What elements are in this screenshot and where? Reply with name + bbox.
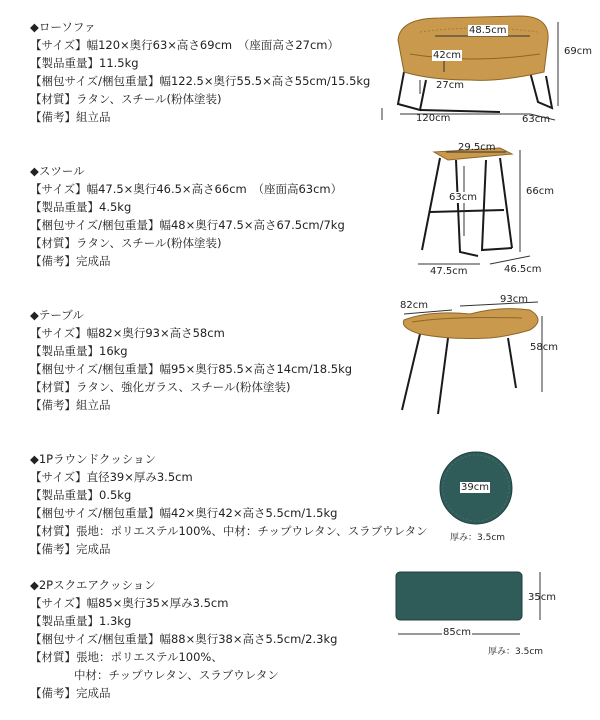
spec-line: 【製品重量】4.5kg: [30, 200, 132, 214]
sofa-figure: [380, 10, 600, 135]
round-cushion-image: [432, 446, 552, 536]
dim-width: 85cm: [443, 627, 471, 638]
dim-back-width: 48.5cm: [469, 25, 507, 36]
spec-line: 【備考】完成品: [30, 254, 111, 268]
table-image: [390, 292, 600, 422]
dim-depth: 63cm: [522, 114, 550, 125]
product-title: ◆ローソファ: [30, 20, 96, 34]
square-cushion-image: [390, 564, 600, 644]
spec-line: 【サイズ】幅85×奥行35×厚み3.5cm: [30, 596, 229, 610]
spec-line: 【梱包サイズ/梱包重量】幅95×奥行85.5×高さ14cm/18.5kg: [30, 362, 353, 376]
spec-line: 【梱包サイズ/梱包重量】幅48×奥行47.5×高さ67.5cm/7kg: [30, 218, 345, 232]
dim-thickness: 厚み：3.5cm: [488, 647, 544, 657]
spec-line: 【サイズ】幅120×奥行63×高さ69cm （座面高さ27cm）: [30, 38, 339, 52]
dim-width: 47.5cm: [430, 266, 468, 277]
product-title: ◆スツール: [30, 164, 85, 178]
product-title: ◆テーブル: [30, 308, 84, 322]
spec-line: 【製品重量】11.5kg: [30, 56, 139, 70]
square-cushion-figure: [390, 564, 600, 664]
spec-line: 【製品重量】0.5kg: [30, 488, 132, 502]
stool-image: [400, 140, 600, 280]
dim-width: 82cm: [400, 300, 428, 311]
product-title: ◆2Pスクエアクッション: [30, 578, 156, 592]
spec-line: 【梱包サイズ/梱包重量】幅88×奥行38×高さ5.5cm/2.3kg: [30, 632, 338, 646]
stool-figure: [400, 140, 600, 280]
dim-thickness: 厚み：3.5cm: [450, 533, 506, 543]
spec-line: 【梱包サイズ/梱包重量】幅42×奥行42×高さ5.5cm/1.5kg: [30, 506, 338, 520]
spec-line: 【梱包サイズ/梱包重量】幅122.5×奥行55.5×高さ55cm/15.5kg: [30, 74, 371, 88]
spec-stool: [30, 162, 410, 270]
dim-height: 58cm: [530, 342, 558, 353]
dim-depth: 46.5cm: [504, 264, 542, 275]
dim-width: 120cm: [416, 113, 451, 124]
dim-seat-height: 27cm: [436, 80, 464, 91]
dim-seat-width: 29.5cm: [458, 142, 496, 153]
spec-line: 【備考】完成品: [30, 686, 111, 700]
spec-low-sofa: [30, 18, 410, 126]
spec-line: 【材質】ラタン、スチール(粉体塗装): [30, 236, 222, 250]
spec-line: 【材質】張地：ポリエステル100%、: [30, 650, 223, 664]
round-cushion-figure: [432, 446, 552, 546]
dim-height: 66cm: [526, 186, 554, 197]
spec-line: 【材質】ラタン、強化ガラス、スチール(粉体塗装): [30, 380, 291, 394]
table-figure: [390, 292, 600, 422]
spec-line: 【備考】組立品: [30, 110, 111, 124]
spec-line: 【サイズ】幅82×奥行93×高さ58cm: [30, 326, 225, 340]
dim-depth: 93cm: [500, 294, 528, 305]
spec-square-cushion: [30, 576, 410, 702]
spec-line: 【材質】張地：ポリエステル100%、中材：チップウレタン、スラブウレタン: [30, 524, 428, 538]
spec-line: 【製品重量】1.3kg: [30, 614, 132, 628]
spec-line: 【備考】組立品: [30, 398, 111, 412]
spec-table: [30, 306, 410, 414]
product-title: ◆1Pラウンドクッション: [30, 452, 157, 466]
spec-line: 【サイズ】直径39×厚み3.5cm: [30, 470, 193, 484]
spec-line: 【製品重量】16kg: [30, 344, 128, 358]
spec-line: 【サイズ】幅47.5×奥行46.5×高さ66cm （座面高63cm）: [30, 182, 343, 196]
dim-seat-depth: 42cm: [433, 50, 461, 61]
spec-line: 【備考】完成品: [30, 542, 111, 556]
spec-round-cushion: [30, 450, 428, 558]
dim-diameter: 39cm: [461, 482, 489, 493]
spec-line: 【材質】ラタン、スチール(粉体塗装): [30, 92, 222, 106]
dim-seat-height: 63cm: [449, 192, 477, 203]
spec-line: 中材：チップウレタン、スラブウレタン: [74, 668, 279, 682]
dim-depth: 35cm: [528, 592, 556, 603]
dim-height: 69cm: [564, 46, 592, 57]
